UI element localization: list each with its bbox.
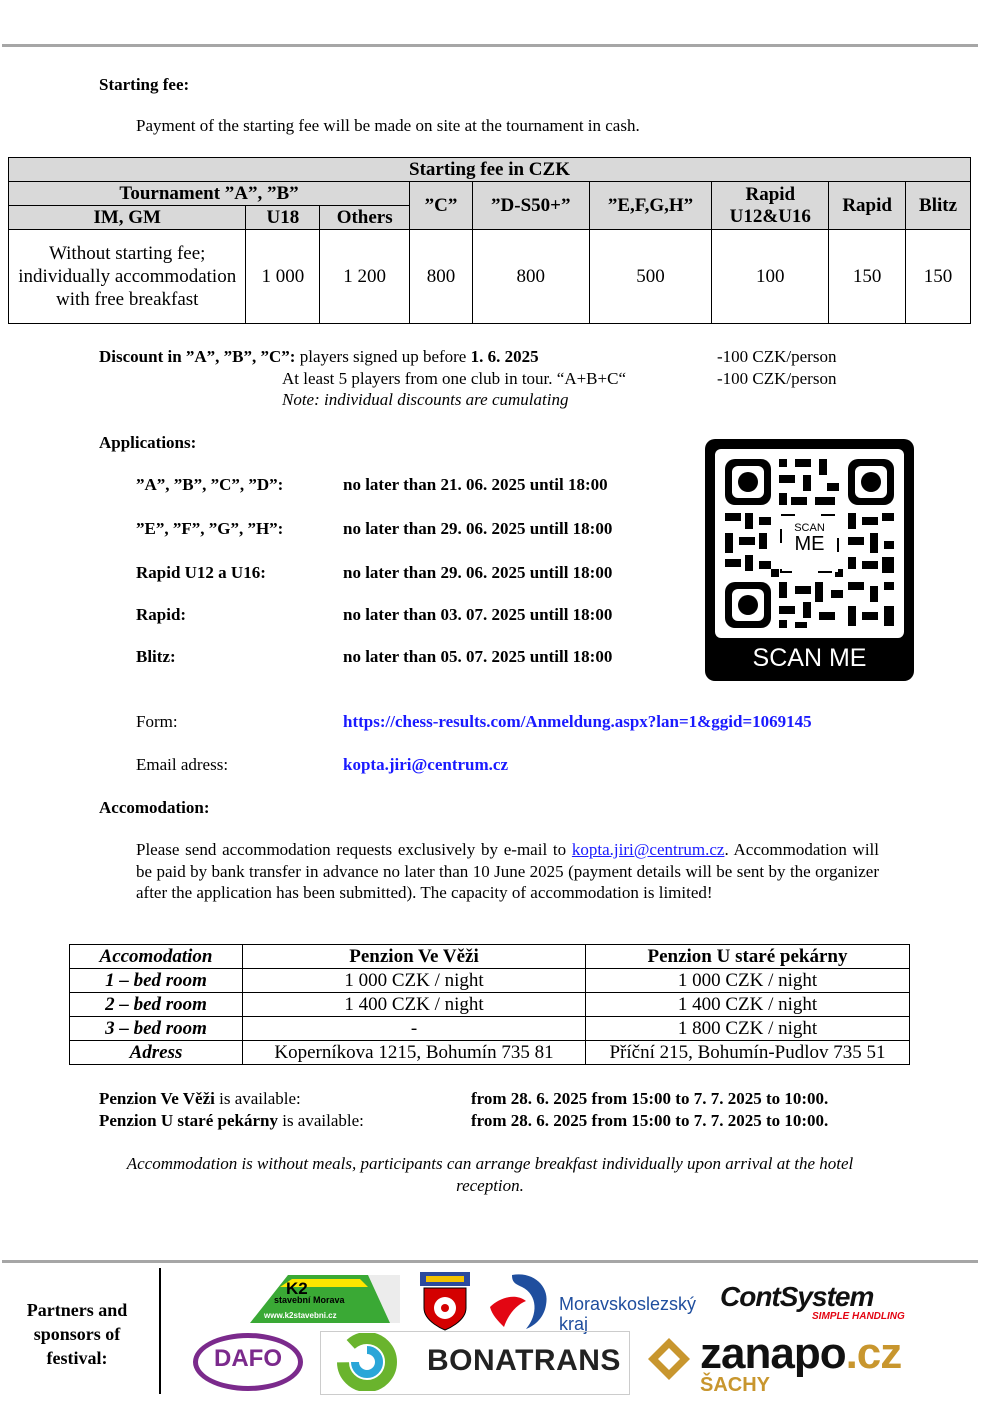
fee-col-u18: U18 — [246, 206, 320, 230]
bonatrans-icon — [322, 1333, 412, 1391]
app-label-rapid: Rapid: — [136, 605, 187, 624]
avail2-suffix: is available: — [277, 1111, 364, 1130]
zanapo-sachy: ŠACHY — [700, 1374, 771, 1396]
acc-cell: 1 400 CZK / night — [586, 993, 910, 1017]
app-label-rapid-u: Rapid U12 a U16: — [136, 563, 266, 582]
discount-line1-amount: -100 CZK/person — [717, 347, 837, 366]
acc-cell: 1 400 CZK / night — [243, 993, 586, 1017]
msk-region-icon — [486, 1271, 558, 1331]
msk-line1: Moravskoslezský — [559, 1294, 697, 1314]
qr-scan-small: SCAN — [794, 522, 825, 534]
app-value-rapid: no later than 03. 07. 2025 untill 18:00 — [343, 605, 613, 624]
accommodation-email-link[interactable]: kopta.jiri@centrum.cz — [571, 840, 725, 859]
availability-2 — [99, 1111, 364, 1131]
app-label-blitz: Blitz: — [136, 647, 176, 666]
acc-header-pekarny: Penzion U staré pekárny — [586, 945, 910, 969]
table-row — [70, 1017, 910, 1041]
footer-vertical-divider — [159, 1268, 161, 1394]
acc-cell: 1 000 CZK / night — [586, 969, 910, 993]
discount-line2-amount: -100 CZK/person — [717, 369, 837, 388]
city-crest-icon — [418, 1272, 472, 1332]
acc-cell: - — [243, 1017, 586, 1041]
app-label-efgh: ”E”, ”F”, ”G”, ”H”: — [136, 519, 284, 538]
k2-sub: stavební Morava — [274, 1295, 345, 1305]
fee-c-value: 800 — [410, 230, 473, 324]
fee-blitz-value: 150 — [906, 230, 971, 324]
k2-url: www.k2stavebni.cz — [264, 1311, 337, 1320]
avail2-date-text: from 28. 6. 2025 from 15:00 to 7. 7. 2025 to 10:00 — [471, 1111, 825, 1130]
availability-1-date: from 28. 6. 2025 from 15:00 to 7. 7. 2025 to 10:00. — [471, 1089, 829, 1108]
app-value-blitz: no later than 05. 07. 2025 untill 18:00 — [343, 647, 613, 666]
avail1-date-text: from 28. 6. 2025 from 15:00 to 7. 7. 2025 to 10:00 — [471, 1089, 825, 1108]
fee-col-others: Others — [320, 206, 410, 230]
accommodation-table — [69, 944, 910, 1065]
availability-1 — [99, 1089, 301, 1109]
avail1-suffix: is available: — [214, 1089, 301, 1108]
avail1-name: Penzion Ve Věži — [99, 1089, 215, 1108]
zanapo-logo — [700, 1329, 901, 1379]
fee-col-c: ”C” — [410, 182, 473, 230]
fee-ds50-value: 800 — [472, 230, 589, 324]
qr-me: ME — [794, 533, 825, 555]
email-label: Email adress: — [136, 755, 229, 774]
starting-fee-table — [8, 157, 971, 324]
footer-divider — [2, 1260, 978, 1263]
fee-rapid-value: 150 — [829, 230, 906, 324]
app-value-efgh: no later than 29. 06. 2025 untill 18:00 — [343, 519, 613, 538]
qr-caption: SCAN ME — [752, 644, 867, 672]
fee-rapid-u-value: 100 — [712, 230, 829, 324]
email-link[interactable]: kopta.jiri@centrum.cz — [343, 755, 508, 774]
fee-col-blitz: Blitz — [906, 182, 971, 230]
avail2-name: Penzion U staré pekárny — [99, 1111, 278, 1130]
zanapo-cz: .cz — [845, 1329, 902, 1378]
app-value-rapid-u: no later than 29. 06. 2025 untill 18:00 — [343, 563, 613, 582]
accommodation-meal-note: Accommodation is without meals, participants can arrange breakfast individually upon arrival at the hotel reception. — [126, 1154, 854, 1195]
acc-row-label: 2 – bed room — [70, 993, 243, 1017]
acc-header-veve: Penzion Ve Věži — [243, 945, 586, 969]
discount-line2-text: At least 5 players from one club in tour. “A+B+C“ — [282, 369, 626, 388]
zanapo-diamond-icon — [646, 1336, 692, 1382]
fee-others-value: 1 200 — [320, 230, 410, 324]
contsystem-logo: ContSystem — [720, 1281, 874, 1312]
form-link[interactable]: https://chess-results.com/Anmeldung.aspx?lan=1&ggid=1069145 — [343, 712, 812, 731]
starting-fee-heading: Starting fee: — [99, 75, 190, 94]
app-label-abcd: ”A”, ”B”, ”C”, ”D”: — [136, 475, 284, 494]
dafo-text: DAFO — [214, 1345, 282, 1372]
app-value-abcd: no later than 21. 06. 2025 until 18:00 — [343, 475, 608, 494]
applications-heading: Applications: — [99, 433, 197, 452]
zanapo-text: zanapo — [700, 1329, 846, 1378]
contsystem-sub: SIMPLE HANDLING — [812, 1311, 905, 1322]
msk-name — [559, 1294, 696, 1334]
form-label: Form: — [136, 712, 178, 731]
fee-col-efgh: ”E,F,G,H” — [589, 182, 712, 230]
starting-fee-intro: Payment of the starting fee will be made on site at the tournament in cash. — [136, 116, 640, 135]
fee-im-gm-value: Without starting fee; individually accommodation with free breakfast — [9, 230, 246, 324]
acc-cell: 1 000 CZK / night — [243, 969, 586, 993]
fee-group-ab: Tournament ”A”, ”B” — [9, 182, 410, 206]
qr-code-icon — [715, 449, 904, 638]
availability-2-date: from 28. 6. 2025 from 15:00 to 7. 7. 2025 to 10:00. — [471, 1111, 829, 1130]
accommodation-heading: Accomodation: — [99, 798, 210, 817]
bonatrans-text: BONATRANS — [427, 1344, 621, 1377]
acc-row-label: 3 – bed room — [70, 1017, 243, 1041]
acc-row-label: 1 – bed room — [70, 969, 243, 993]
acc-cell: Koperníkova 1215, Bohumín 735 81 — [243, 1041, 586, 1065]
acc-header-type: Accomodation — [70, 945, 243, 969]
table-row — [70, 969, 910, 993]
acc-cell: 1 800 CZK / night — [586, 1017, 910, 1041]
discount-line-1 — [99, 347, 539, 367]
top-divider — [2, 44, 978, 47]
partners-label: Partners and sponsors of festival: — [26, 1300, 128, 1368]
k2-text: K2 — [286, 1279, 308, 1298]
fee-col-ds50: ”D-S50+” — [472, 182, 589, 230]
qr-code[interactable] — [705, 439, 914, 681]
fee-col-rapid-u: Rapid U12&U16 — [712, 182, 829, 230]
acc-cell: Příční 215, Bohumín-Pudlov 735 51 — [586, 1041, 910, 1065]
discount-note: Note: individual discounts are cumulating — [282, 390, 569, 409]
fee-col-rapid: Rapid — [829, 182, 906, 230]
accommodation-para-rest: . Accommodation will be paid by bank transfer in advance no later than 10 June 2025 (payment details will be sent by the organizer after the application has been submitted). The capacity of accommodation is limited! — [136, 840, 880, 902]
acc-row-label: Adress — [70, 1041, 243, 1065]
msk-line2: kraj — [559, 1314, 589, 1334]
discount-line1-text: players signed up before — [299, 347, 467, 366]
fee-col-im-gm: IM, GM — [9, 206, 246, 230]
discount-label: Discount in ”A”, ”B”, ”C”: — [99, 347, 296, 366]
fee-table-title: Starting fee in CZK — [9, 158, 971, 182]
accommodation-para-start: Please send accommodation requests exclusively by e-mail to — [136, 840, 567, 859]
fee-u18-value: 1 000 — [246, 230, 320, 324]
fee-efgh-value: 500 — [589, 230, 712, 324]
accommodation-paragraph — [136, 839, 879, 904]
discount-line1-date: 1. 6. 2025 — [470, 347, 539, 366]
table-row — [70, 1041, 910, 1065]
table-row — [70, 993, 910, 1017]
k2-logo — [250, 1273, 400, 1327]
